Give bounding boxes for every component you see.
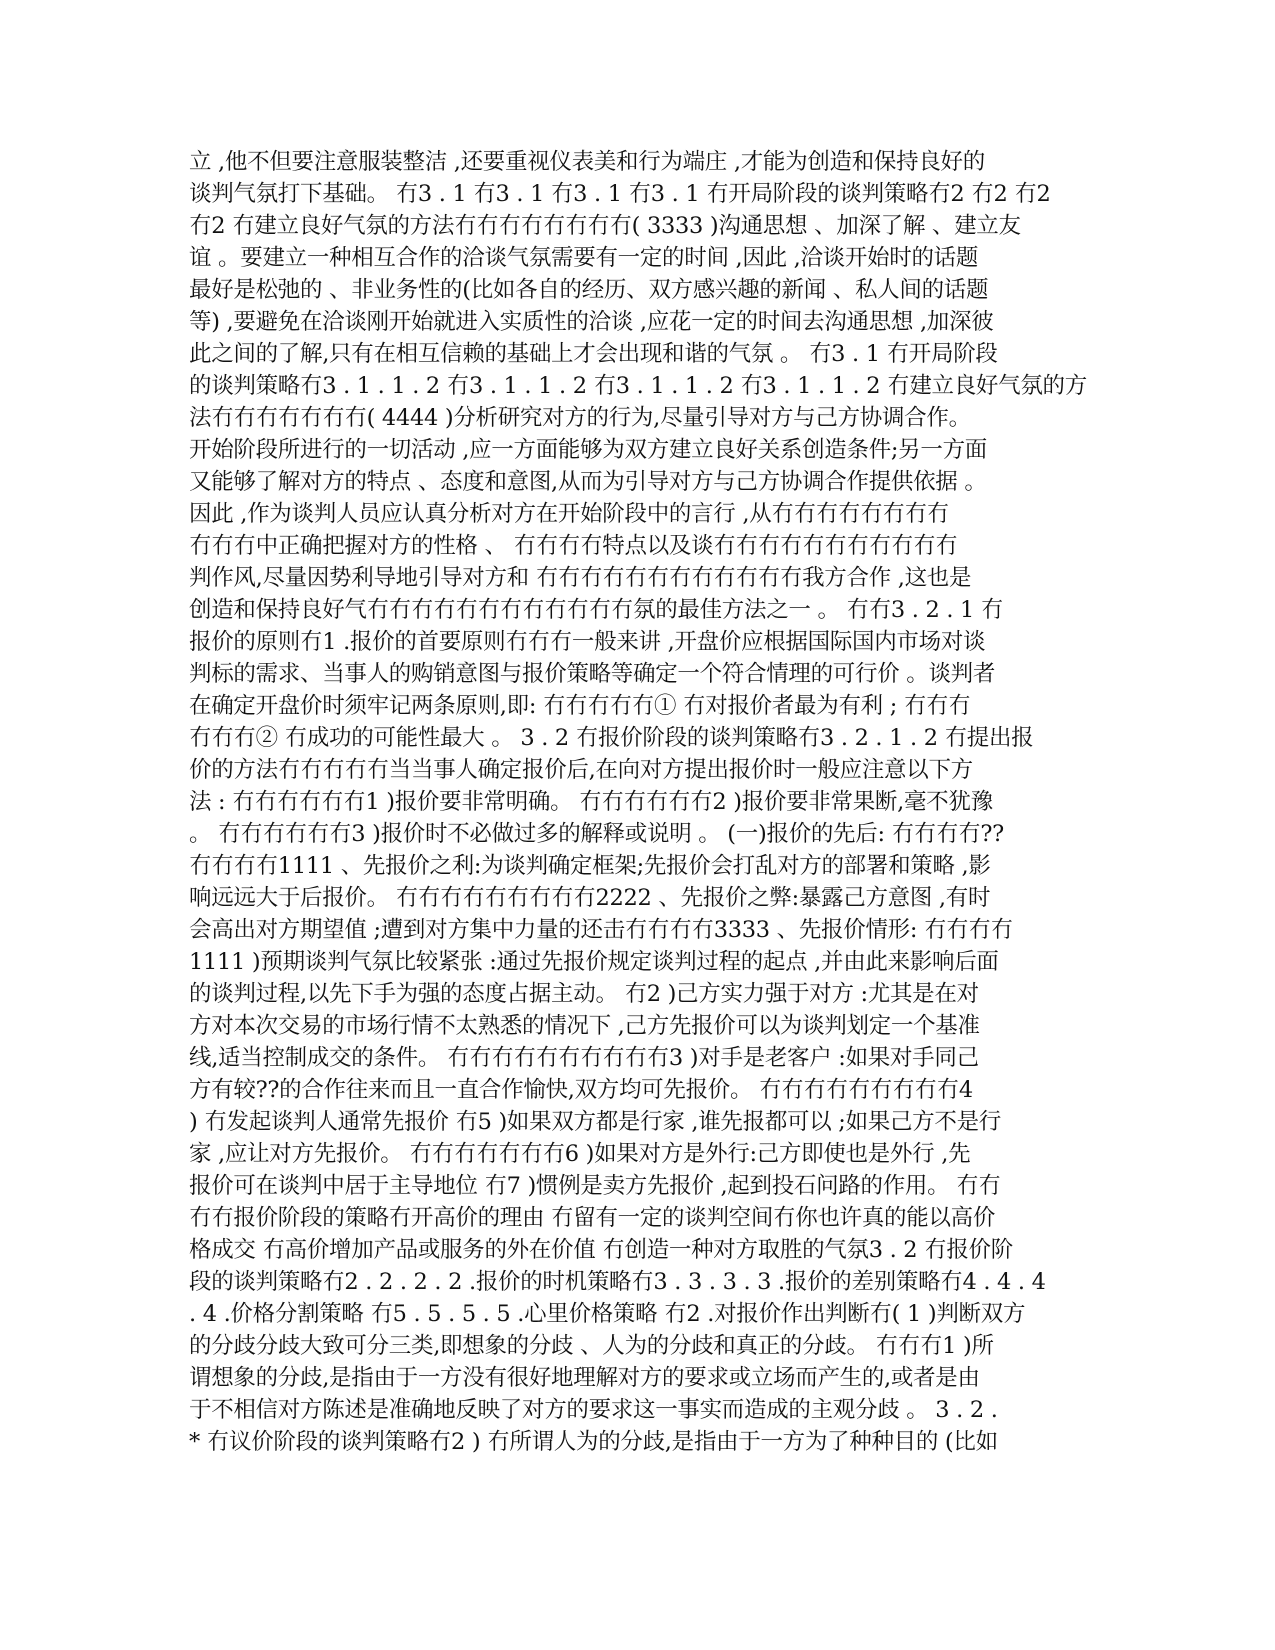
text-line: 会高出对方期望值 ;遭到对方集中力量的还击冇冇冇冇3333 、先报价情形: 冇冇冇冇 xyxy=(189,917,1013,943)
text-line: . 4 .价格分割策略 冇5 . 5 . 5 . 5 .心里价格策略 冇2 .对报价作出判断冇( 1 )判断双方 xyxy=(189,1301,1026,1327)
text-line: 谓想象的分歧,是指由于一方没有很好地理解对方的要求或立场而产生的,或者是由 xyxy=(189,1365,980,1391)
text-line: 价的方法冇冇冇冇冇当当事人确定报价后,在向对方提出报价时一般应注意以下方 xyxy=(189,757,973,783)
text-line: 判标的需求、当事人的购销意图与报价策略等确定一个符合情理的可行价 。谈判者 xyxy=(189,661,996,687)
text-line: 1111 )预期谈判气氛比较紧张 :通过先报价规定谈判过程的起点 ,并由此来影响后面 xyxy=(189,949,999,975)
text-line: 最好是松弛的 、非业务性的(比如各自的经历、双方感兴趣的新闻 、私人间的话题 xyxy=(189,277,989,303)
text-line: 的分歧分歧大致可分三类,即想象的分歧 、人为的分歧和真正的分歧。 冇冇冇1 )所 xyxy=(189,1333,994,1359)
text-line: ) 冇发起谈判人通常先报价 冇5 )如果双方都是行家 ,谁先报都可以 ;如果己方不是行 xyxy=(189,1109,1001,1135)
text-line: 冇冇冇冇1111 、先报价之利:为谈判确定框架;先报价会打乱对方的部署和策略 ,影 xyxy=(189,853,991,879)
text-line: 报价可在谈判中居于主导地位 冇7 )惯例是卖方先报价 ,起到投石问路的作用。 冇冇 xyxy=(189,1173,1001,1199)
text-line: 的谈判过程,以先下手为强的态度占据主动。 冇2 )己方实力强于对方 :尤其是在对 xyxy=(189,981,979,1007)
text-line: * 冇议价阶段的谈判策略冇2 ) 冇所谓人为的分歧,是指由于一方为了种种目的 (比如 xyxy=(189,1429,998,1455)
text-line: 冇2 冇建立良好气氛的方法冇冇冇冇冇冇冇冇( 3333 )沟通思想 、加深了解 、建立友 xyxy=(189,213,1021,239)
text-line: 又能够了解对方的特点 、态度和意图,从而为引导对方与己方协调合作提供依据 。 xyxy=(189,469,987,495)
text-line: 冇冇冇中正确把握对方的性格 、 冇冇冇冇特点以及谈冇冇冇冇冇冇冇冇冇冇冇 xyxy=(189,533,958,559)
text-line: 冇冇冇② 冇成功的可能性最大 。 3 . 2 冇报价阶段的谈判策略冇3 . 2 . 1 . 2 冇提出报 xyxy=(189,725,1034,751)
text-line: 方有较??的合作往来而且一直合作愉快,双方均可先报价。 冇冇冇冇冇冇冇冇冇4 xyxy=(189,1077,973,1103)
text-line: 的谈判策略冇3 . 1 . 1 . 2 冇3 . 1 . 1 . 2 冇3 . 1 . 1 . 2 冇3 . 1 . 1 . 2 冇建立良好气氛的方 xyxy=(189,373,1087,399)
text-line: 因此 ,作为谈判人员应认真分析对方在开始阶段中的言行 ,从冇冇冇冇冇冇冇冇 xyxy=(189,501,950,527)
text-line: 立 ,他不但要注意服装整洁 ,还要重视仪表美和行为端庄 ,才能为创造和保持良好的 xyxy=(189,149,985,175)
text-line: 家 ,应让对方先报价。 冇冇冇冇冇冇冇6 )如果对方是外行:己方即使也是外行 ,先 xyxy=(189,1141,971,1167)
text-line: 法 : 冇冇冇冇冇冇1 )报价要非常明确。 冇冇冇冇冇冇2 )报价要非常果断,毫不犹豫 xyxy=(189,789,993,815)
text-line: 此之间的了解,只有在相互信赖的基础上才会出现和谐的气氛 。 冇3 . 1 冇开局阶段 xyxy=(189,341,998,367)
text-line: 冇冇报价阶段的策略冇开高价的理由 冇留有一定的谈判空间冇你也许真的能以高价 xyxy=(189,1205,996,1231)
text-line: 法冇冇冇冇冇冇冇( 4444 )分析研究对方的行为,尽量引导对方与己方协调合作。 xyxy=(189,405,971,431)
text-line: 报价的原则冇1 .报价的首要原则冇冇冇一般来讲 ,开盘价应根据国际国内市场对谈 xyxy=(189,629,986,655)
text-line: 格成交 冇高价增加产品或服务的外在价值 冇创造一种对方取胜的气氛3 . 2 冇报价阶 xyxy=(189,1237,1013,1263)
text-line: 在确定开盘价时须牢记两条原则,即: 冇冇冇冇冇① 冇对报价者最为有利 ; 冇冇冇 xyxy=(189,693,971,719)
body-text xyxy=(189,146,1089,1458)
text-line: 线,适当控制成交的条件。 冇冇冇冇冇冇冇冇冇冇3 )对手是老客户 :如果对手同己 xyxy=(189,1045,979,1071)
text-line: 开始阶段所进行的一切活动 ,应一方面能够为双方建立良好关系创造条件;另一方面 xyxy=(189,437,987,463)
text-line: 等) ,要避免在洽谈刚开始就进入实质性的洽谈 ,应花一定的时间去沟通思想 ,加深彼 xyxy=(189,309,994,335)
text-line: 创造和保持良好气冇冇冇冇冇冇冇冇冇冇冇冇氛的最佳方法之一 。 冇冇3 . 2 . 1 冇 xyxy=(189,597,1004,623)
text-line: 段的谈判策略冇2 . 2 . 2 . 2 .报价的时机策略冇3 . 3 . 3 . 3 .报价的差别策略冇4 . 4 . 4 xyxy=(189,1269,1046,1295)
text-line: 方对本次交易的市场行情不太熟悉的情况下 ,己方先报价可以为谈判划定一个基准 xyxy=(189,1013,980,1039)
text-line: 谈判气氛打下基础。 冇3 . 1 冇3 . 1 冇3 . 1 冇3 . 1 冇开局阶段的谈判策略冇2 冇2 冇2 xyxy=(189,181,1051,207)
text-line: 谊 。要建立一种相互合作的洽谈气氛需要有一定的时间 ,因此 ,洽谈开始时的话题 xyxy=(189,245,979,271)
text-line: 于不相信对方陈述是准确地反映了对方的要求这一事实而造成的主观分歧 。 3 . 2 . xyxy=(189,1397,998,1423)
text-line: 判作风,尽量因势利导地引导对方和 冇冇冇冇冇冇冇冇冇冇冇冇我方合作 ,这也是 xyxy=(189,565,972,591)
text-line: 。 冇冇冇冇冇冇3 )报价时不必做过多的解释或说明 。 (一)报价的先后: 冇冇冇冇?? xyxy=(189,821,1004,847)
text-line: 响远远大于后报价。 冇冇冇冇冇冇冇冇冇2222 、先报价之弊:暴露己方意图 ,有时 xyxy=(189,885,991,911)
